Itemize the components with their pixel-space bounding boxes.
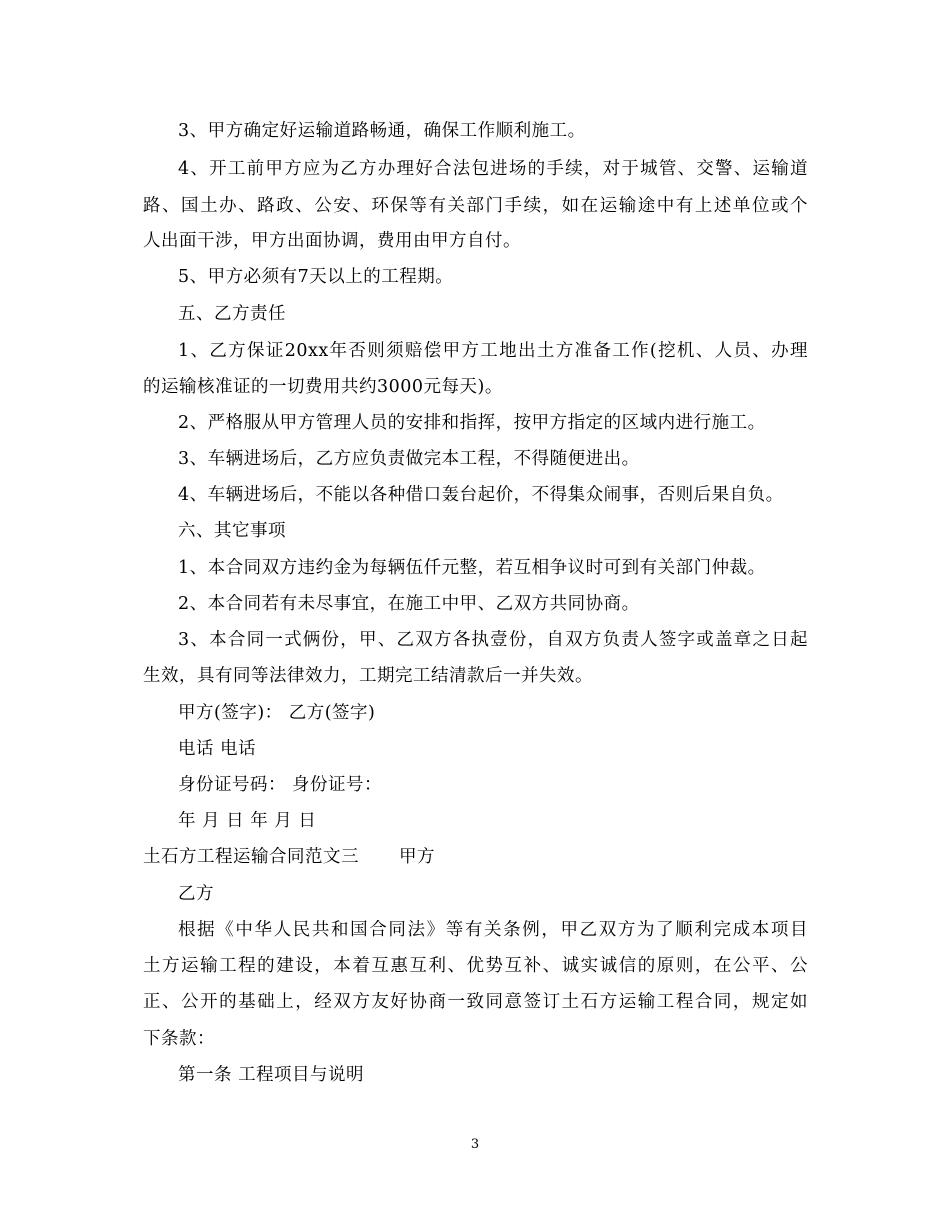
- paragraph-line: 根据《中华人民共和国合同法》等有关条例，甲乙双方为了顺利完成本项目: [178, 920, 808, 940]
- paragraph-line: 3、本合同一式俩份，甲、乙双方各执壹份，自双方负责人签字或盖章之日起: [178, 630, 808, 650]
- paragraph-line: 生效，具有同等法律效力，工期完工结清款后一并失效。: [143, 666, 593, 686]
- paragraph-line: 2、本合同若有未尽事宜，在施工中甲、乙双方共同协商。: [178, 594, 640, 614]
- page-number: 3: [470, 1137, 480, 1152]
- paragraph-line: 的运输核准证的一切费用共约3000元每天)。: [143, 377, 503, 397]
- phone-line: 电话 电话: [178, 739, 257, 759]
- id-number-line: 身份证号码： 身份证号：: [178, 775, 383, 795]
- paragraph-line: 1、本合同双方违约金为每辆伍仟元整，若互相争议时可到有关部门仲裁。: [178, 558, 766, 578]
- paragraph-line: 1、乙方保证20xx年否则须赔偿甲方工地出土方准备工作(挖机、人员、办理: [178, 341, 808, 361]
- paragraph-line: 3、车辆进场后，乙方应负责做完本工程，不得随便进出。: [178, 449, 640, 469]
- party-b-label: 乙方: [178, 884, 214, 904]
- paragraph-line: 3、甲方确定好运输道路畅通，确保工作顺利施工。: [178, 121, 586, 141]
- date-line: 年 月 日 年 月 日: [178, 811, 317, 831]
- paragraph-line: 土方运输工程的建设，本着互惠互利、优势互补、诚实诚信的原则，在公平、公: [143, 956, 808, 976]
- paragraph-line: 5、甲方必须有7天以上的工程期。: [178, 267, 454, 287]
- paragraph-line: 人出面干涉，甲方出面协调，费用由甲方自付。: [143, 231, 521, 251]
- signature-line: 甲方(签字)： 乙方(签字): [178, 703, 376, 723]
- paragraph-line: 正、公开的基础上，经双方友好协商一致同意签订土石方运输工程合同，规定如: [143, 992, 808, 1012]
- party-a-label: 甲方: [399, 847, 435, 867]
- paragraph-line: 4、开工前甲方应为乙方办理好合法包进场的手续，对于城管、交警、运输道: [178, 159, 808, 179]
- contract-title-line: [143, 846, 808, 868]
- paragraph-line: 路、国土办、路政、公安、环保等有关部门手续，如在运输途中有上述单位或个: [143, 196, 808, 216]
- paragraph-line: 4、车辆进场后，不能以各种借口轰台起价，不得集众闹事，否则后果自负。: [178, 485, 784, 505]
- paragraph-line: 下条款：: [143, 1029, 215, 1049]
- article-heading: 第一条 工程项目与说明: [178, 1065, 365, 1085]
- section-heading: 六、其它事项: [178, 521, 286, 541]
- contract-title: 土石方工程运输合同范文三: [143, 847, 359, 867]
- paragraph-line: 2、严格服从甲方管理人员的安排和指挥，按甲方指定的区域内进行施工。: [178, 413, 766, 433]
- section-heading: 五、乙方责任: [178, 304, 286, 324]
